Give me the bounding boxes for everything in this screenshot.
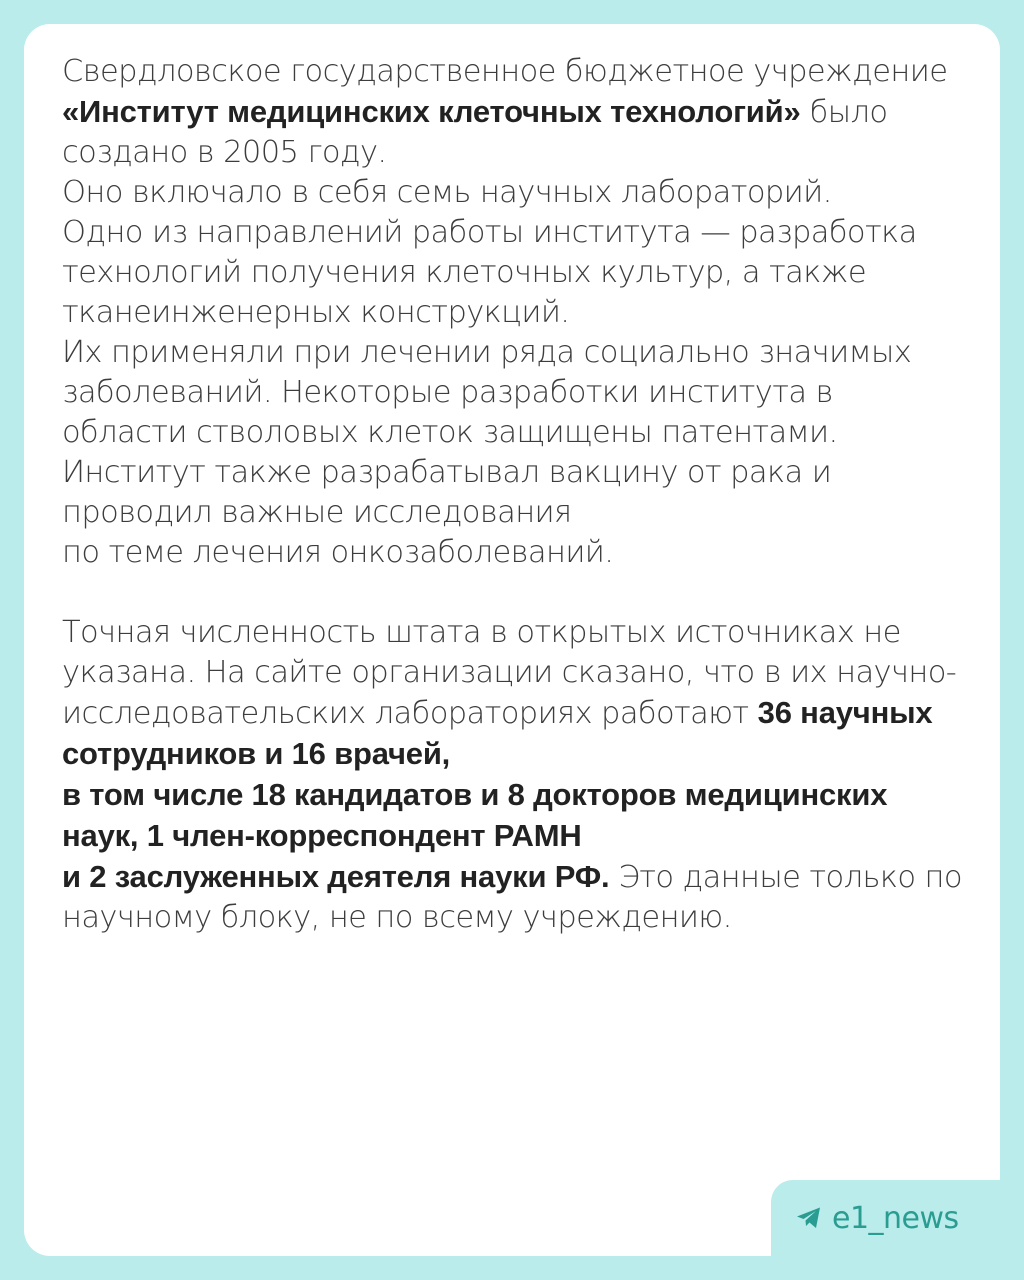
brand-link[interactable]	[796, 1198, 959, 1238]
paragraph-history	[62, 52, 962, 573]
text-segment: Точная численность штата в открытых источниках не указана. На сайте организации сказано, что в их научно-исследовательских лабораториях работают	[62, 615, 957, 731]
institute-name: «Институт медицинских клеточных технологий»	[62, 94, 801, 129]
text-segment: Оно включало в себя семь научных лабораторий.	[62, 175, 832, 210]
telegram-icon	[796, 1206, 822, 1230]
staff-count-highlight: в том числе 18 кандидатов и 8 докторов медицинских наук, 1 член-корреспондент РАМН	[62, 777, 888, 853]
text-segment: Это данные только по научному блоку, не по всему учреждению.	[62, 860, 962, 935]
text-segment: Их применяли при лечении ряда социально значимых заболеваний. Некоторые разработки института в области стволовых клеток защищены патентами. Институт также разрабатывал вакцину от рака и проводил важные исследования	[62, 335, 912, 530]
paragraph-staff	[62, 613, 962, 938]
article-text	[62, 52, 962, 938]
text-segment: Свердловское государственное бюджетное учреждение	[62, 54, 948, 89]
text-segment: Одно из направлений работы института — разработка технологий получения клеточных культур, а также тканеинженерных конструкций.	[62, 215, 917, 330]
text-segment: по теме лечения онкозаболеваний.	[62, 535, 614, 570]
brand-label: e1_news	[832, 1200, 959, 1236]
staff-count-highlight: 36 научных сотрудников и 16 врачей,	[62, 695, 933, 771]
text-segment: было создано в 2005 году.	[62, 95, 888, 170]
staff-count-highlight: и 2 заслуженных деятеля науки РФ.	[62, 859, 610, 894]
